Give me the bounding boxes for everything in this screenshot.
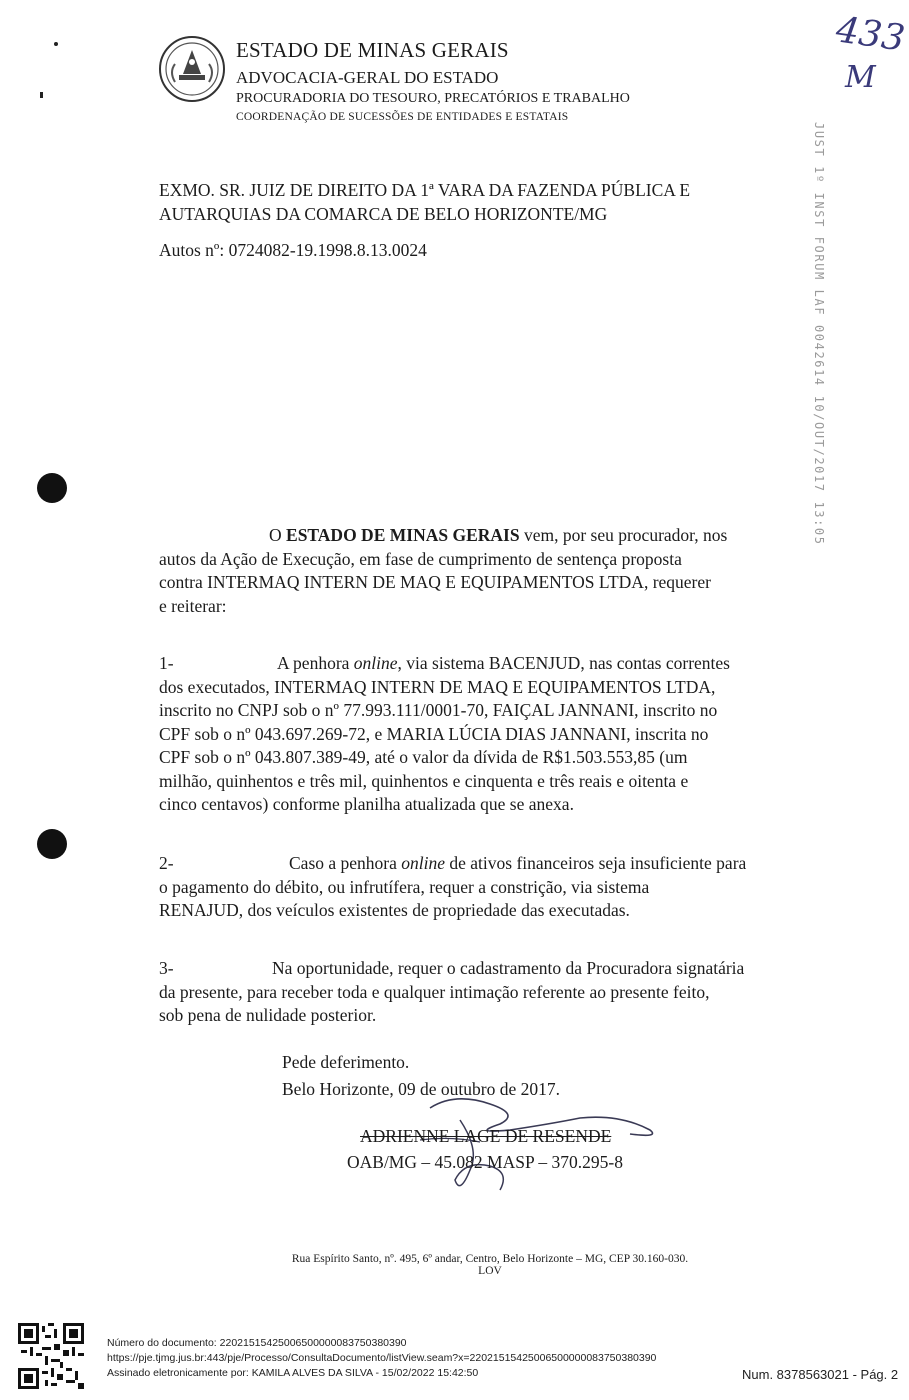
intro-text-1: vem, por seu procurador, nos [519, 525, 728, 545]
item-2-emphasis: online [401, 853, 446, 873]
footer-address-line1: Rua Espírito Santo, nº. 495, 6º andar, Centro, Belo Horizonte – MG, CEP 30.160-030. [291, 1253, 689, 1265]
handwritten-signature [360, 1090, 690, 1210]
document-url[interactable]: https://pje.tjmg.jus.br:443/pje/Processo/ConsultaDocumento/listView.seam?x=22021515425006500000083750380390 [107, 1352, 657, 1364]
item-1-line6: milhão, quinhentos e três mil, quinhentos e cinquenta e três reais e oitenta e [159, 770, 689, 791]
item-1-line5: CPF sob o nº 043.807.389-49, até o valor da dívida de R$1.503.553,85 (um [159, 747, 688, 767]
item-2-number: 2- [159, 853, 174, 873]
addressee-line2: AUTARQUIAS DA COMARCA DE BELO HORIZONTE/MG [159, 204, 608, 224]
item-1-line7: cinco centavos) conforme planilha atualizada que se anexa. [159, 794, 574, 814]
qr-code-icon [18, 1323, 84, 1389]
item-3 [159, 957, 853, 1028]
punch-hole-bottom [37, 829, 67, 859]
item-1-line4: CPF sob o nº 043.697.269-72, e MARIA LÚCIA DIAS JANNANI, inscrita no [159, 723, 709, 744]
closing-request: Pede deferimento. [282, 1052, 410, 1072]
addressee-line1: EXMO. SR. JUIZ DE DIREITO DA 1ª VARA DA FAZENDA PÚBLICA E [159, 180, 691, 200]
item-2-text-a: Caso a penhora [289, 853, 402, 873]
item-3-text: Na oportunidade, requer o cadastramento da Procuradora signatária [272, 958, 745, 978]
item-2-line3: RENAJUD, dos veículos existentes de propriedade das executadas. [159, 900, 630, 920]
intro-text-2: autos da Ação de Execução, em fase de cumprimento de sentença proposta [159, 548, 682, 569]
header-office: PROCURADORIA DO TESOURO, PRECATÓRIOS E TRABALHO [236, 91, 630, 106]
margin-speck [54, 42, 58, 46]
intro-party: ESTADO DE MINAS GERAIS [286, 525, 520, 545]
document-number: Número do documento: 22021515425006500000083750380390 [107, 1337, 407, 1349]
item-3-number: 3- [159, 958, 174, 978]
item-1-text-a: A penhora [277, 653, 354, 673]
header-agency: ADVOCACIA-GERAL DO ESTADO [236, 68, 499, 87]
item-2-text-b: de ativos financeiros seja insuficiente para [445, 853, 747, 873]
handwritten-page-number: 433 [833, 9, 908, 60]
case-number: Autos nº: 0724082-19.1998.8.13.0024 [159, 240, 427, 260]
header-state: ESTADO DE MINAS GERAIS [236, 38, 509, 62]
intro-prefix: O [269, 525, 287, 545]
footer-address-line2: LOV [478, 1265, 502, 1277]
margin-speck [40, 92, 43, 98]
protocol-stamp: JUST 1º INST FORUM LAF 0042614 10/OUT/2017 13:05 [812, 122, 826, 546]
item-2 [159, 852, 853, 923]
item-2-line2: o pagamento do débito, ou infrutífera, requer a constrição, via sistema [159, 876, 650, 897]
signatory-registration: OAB/MG – 45.082 MASP – 370.295-8 [347, 1152, 623, 1172]
item-3-line2: da presente, para receber toda e qualquer intimação referente ao presente feito, [159, 981, 710, 1002]
item-1-emphasis: online [353, 653, 398, 673]
handwritten-initial: M [845, 60, 876, 95]
closing-place-date: Belo Horizonte, 09 de outubro de 2017. [282, 1079, 561, 1099]
signed-by: Assinado eletronicamente por: KAMILA ALVES DA SILVA - 15/02/2022 15:42:50 [107, 1367, 479, 1379]
item-1-line3: inscrito no CNPJ sob o nº 77.993.111/0001-70, FAIÇAL JANNANI, inscrito no [159, 700, 718, 720]
coat-of-arms-icon [157, 34, 227, 104]
item-1-line2: dos executados, INTERMAQ INTERN DE MAQ E EQUIPAMENTOS LTDA, [159, 676, 716, 697]
footer-metadata [107, 1336, 656, 1381]
item-1 [159, 652, 853, 817]
intro-text-3: contra INTERMAQ INTERN DE MAQ E EQUIPAMENTOS LTDA, requerer [159, 572, 711, 592]
item-1-text-b: , via sistema BACENJUD, nas contas correntes [397, 653, 730, 673]
item-1-number: 1- [159, 653, 174, 673]
punch-hole-top [37, 473, 67, 503]
intro-paragraph [159, 524, 853, 618]
intro-text-4: e reiterar: [159, 595, 227, 616]
footer-address [250, 1253, 730, 1277]
header-division: COORDENAÇÃO DE SUCESSÕES DE ENTIDADES E ESTATAIS [236, 111, 569, 123]
page-reference: Num. 8378563021 - Pág. 2 [742, 1367, 899, 1382]
item-3-line3: sob pena de nulidade posterior. [159, 1005, 377, 1025]
signatory-name: ADRIENNE LAGE DE RESENDE [360, 1126, 612, 1146]
